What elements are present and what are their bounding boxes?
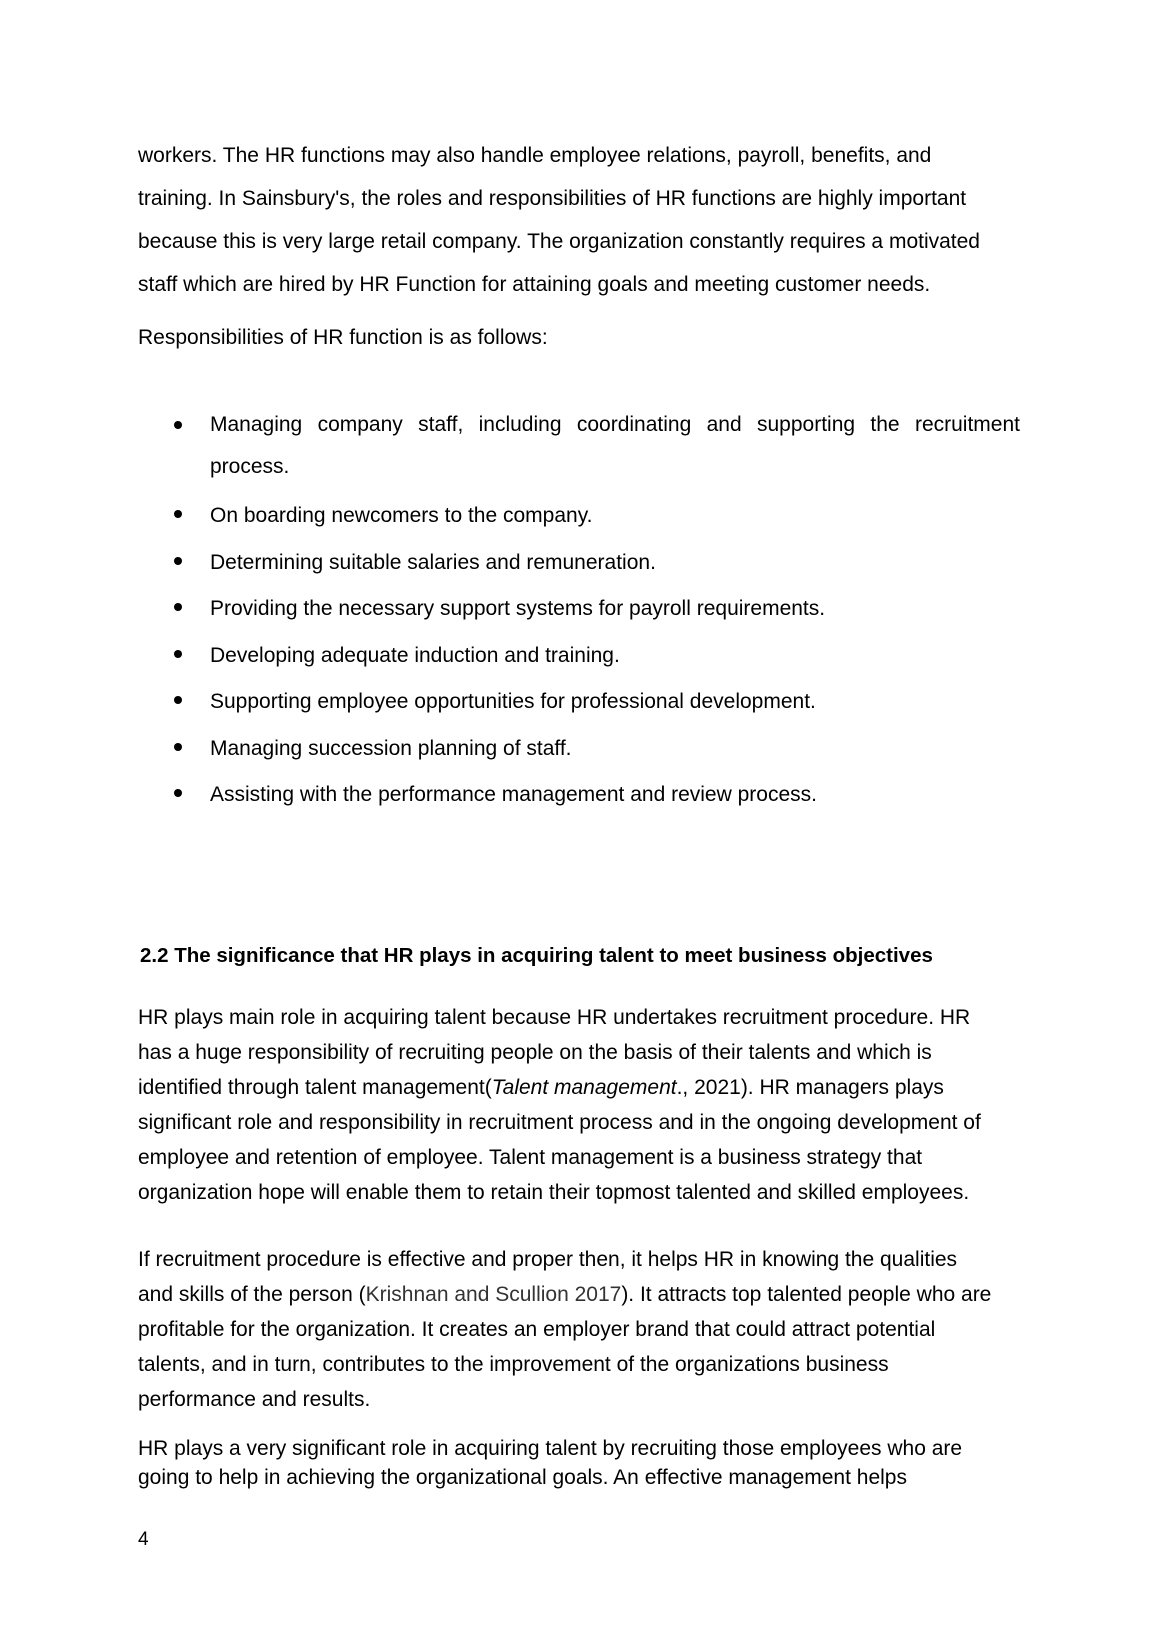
list-item [138, 493, 1020, 540]
list-item-text: Supporting employee opportunities for professional development. [210, 690, 816, 713]
paragraph-line: going to help in achieving the organizational goals. An effective management helps [138, 1466, 907, 1489]
paragraph-line: performance and results. [138, 1388, 371, 1411]
list-item [138, 404, 1020, 488]
paragraph-line: If recruitment procedure is effective and proper then, it helps HR in knowing the qualities [138, 1248, 958, 1271]
list-item-text: Assisting with the performance management and review process. [210, 783, 817, 806]
paragraph-line: training. In Sainsbury's, the roles and responsibilities of HR functions are highly important [138, 187, 967, 210]
paragraph-line: employee and retention of employee. Talent management is a business strategy that [138, 1146, 923, 1169]
paragraph-line: talents, and in turn, contributes to the improvement of the organizations business [138, 1353, 889, 1376]
paragraph-organizational-goals [138, 1434, 1020, 1492]
paragraph-line [138, 1277, 1020, 1312]
paragraph-line: staff which are hired by HR Function for attaining goals and meeting customer needs. [138, 273, 931, 296]
paragraph-line: significant role and responsibility in recruitment process and in the ongoing development of [138, 1111, 981, 1134]
list-item-text: Determining suitable salaries and remuneration. [210, 550, 656, 574]
list-item-text: Managing company staff, including coordinating and supporting the recruitment [210, 413, 1020, 436]
list-item [138, 772, 1020, 819]
bullet-icon [174, 696, 182, 704]
paragraph-line: organization hope will enable them to retain their topmost talented and skilled employees. [138, 1181, 970, 1204]
responsibilities-list [138, 404, 1020, 819]
list-item [138, 679, 1020, 726]
paragraph-line: workers. The HR functions may also handle employee relations, payroll, benefits, and [138, 144, 932, 167]
list-item-text: process. [210, 455, 290, 478]
citation: Krishnan and Scullion 2017 [365, 1283, 622, 1306]
list-item-text: Providing the necessary support systems for payroll requirements. [210, 597, 826, 620]
text-run: ). It attracts top talented people who are [621, 1283, 992, 1306]
page-number: 4 [138, 1529, 149, 1550]
bullet-icon [174, 789, 182, 797]
list-item [138, 633, 1020, 680]
paragraph-recruitment-procedure [138, 1242, 1020, 1417]
bullet-icon [174, 421, 182, 429]
section-heading: 2.2 The significance that HR plays in acquiring talent to meet business objectives [140, 944, 933, 967]
paragraph-line: has a huge responsibility of recruiting people on the basis of their talents and which is [138, 1041, 932, 1064]
bullet-icon [174, 603, 182, 611]
paragraph-line: HR plays main role in acquiring talent because HR undertakes recruitment procedure. HR [138, 1006, 971, 1029]
list-item-text: Managing succession planning of staff. [210, 736, 572, 760]
responsibilities-intro: Responsibilities of HR function is as follows: [138, 326, 548, 349]
paragraph-line: profitable for the organization. It creates an employer brand that could attract potential [138, 1318, 936, 1341]
text-run: and skills of the person ( [138, 1283, 366, 1306]
paragraph-line [138, 1070, 1020, 1105]
paragraph-line: HR plays a very significant role in acquiring talent by recruiting those employees who are [138, 1437, 963, 1460]
paragraph-line: because this is very large retail company. The organization constantly requires a motivated [138, 230, 980, 253]
bullet-icon [174, 650, 182, 658]
bullet-icon [174, 510, 182, 518]
text-run: ., 2021). HR managers plays [676, 1076, 944, 1099]
citation-italic: Talent management [491, 1076, 677, 1099]
text-run: identified through talent management( [138, 1076, 492, 1099]
bullet-icon [174, 557, 182, 565]
list-item [138, 726, 1020, 773]
paragraph-hr-functions [138, 134, 1020, 306]
list-item-text: On boarding newcomers to the company. [210, 504, 593, 527]
list-item-text: Developing adequate induction and training. [210, 643, 620, 667]
list-item [138, 540, 1020, 587]
paragraph-acquiring-talent [138, 1000, 1020, 1210]
list-item [138, 586, 1020, 633]
bullet-icon [174, 743, 182, 751]
